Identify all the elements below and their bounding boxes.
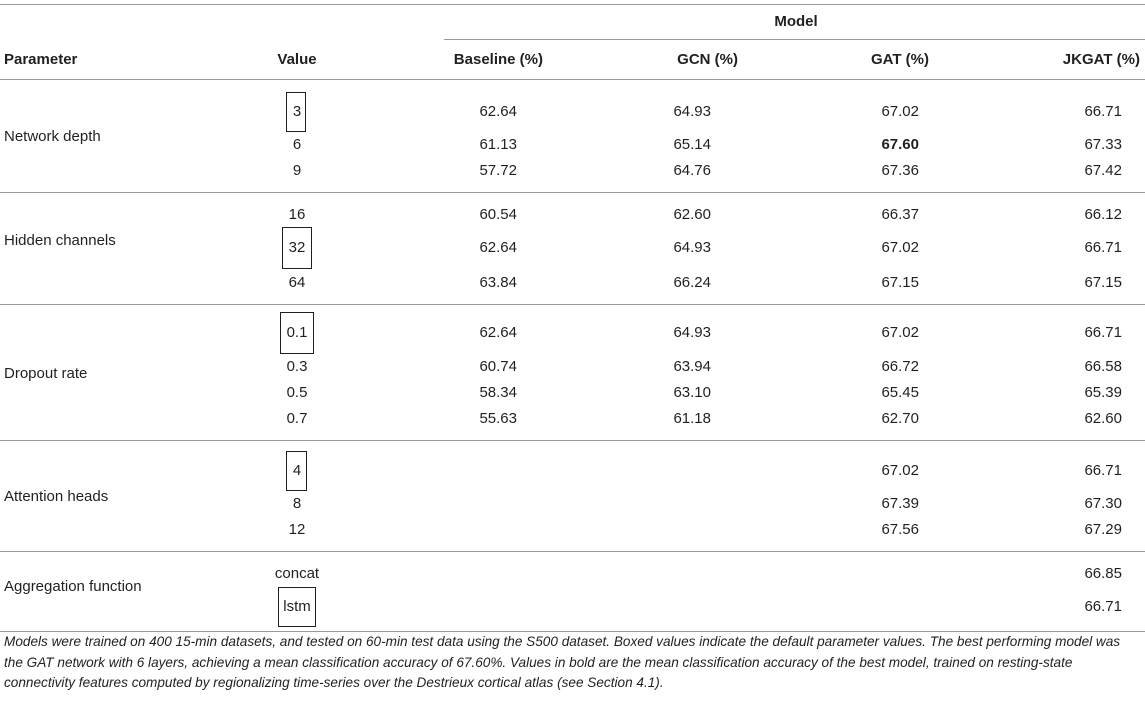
value-cell: 0.1	[286, 324, 308, 341]
baseline-cell: 63.84	[479, 274, 517, 291]
value-cell: 8	[292, 495, 302, 512]
group-divider	[0, 551, 1145, 552]
jkgat-cell: 66.71	[1084, 324, 1122, 341]
value-cell: 9	[292, 162, 302, 179]
group-divider	[0, 440, 1145, 441]
value-cell: lstm	[283, 598, 311, 615]
gcn-cell: 64.93	[673, 324, 711, 341]
baseline-cell: 61.13	[479, 136, 517, 153]
col-header-parameter: Parameter	[4, 51, 78, 68]
gat-cell: 62.70	[881, 410, 919, 427]
value-cell: 0.7	[286, 410, 308, 427]
baseline-cell: 62.64	[479, 239, 517, 256]
gat-cell: 66.72	[881, 358, 919, 375]
gat-cell: 67.02	[881, 462, 919, 479]
value-cell: concat	[274, 565, 320, 582]
gcn-cell: 61.18	[673, 410, 711, 427]
gat-cell: 67.56	[881, 521, 919, 538]
gat-cell: 67.02	[881, 103, 919, 120]
jkgat-cell: 66.71	[1084, 239, 1122, 256]
header-bottom-rule	[0, 79, 1145, 80]
value-cell: 3	[292, 103, 302, 120]
value-cell: 32	[288, 239, 306, 256]
value-cell: 6	[292, 136, 302, 153]
col-header-value: Value	[277, 51, 317, 68]
gat-cell: 67.02	[881, 239, 919, 256]
col-header-baseline: Baseline (%)	[453, 51, 543, 68]
col-header-jkgat: JKGAT (%)	[1062, 51, 1140, 68]
baseline-cell: 62.64	[479, 103, 517, 120]
param-dropout-rate: Dropout rate	[4, 365, 88, 382]
col-header-gat: GAT (%)	[870, 51, 929, 68]
gat-cell: 66.37	[881, 206, 919, 223]
value-cell: 0.3	[286, 358, 308, 375]
param-attention-heads: Attention heads	[4, 488, 109, 505]
table-footnote: Models were trained on 400 15-min datasets, and tested on 60-min test data using the S500 dataset. Boxed values indicate the default parameter values. The best performing model was the GAT network with 6 layers, achieving a mean classification accuracy of 67.60%. Values in bold are the mean classification accuracy of the best model, trained on resting-state connectivity features computed by regionalizing time-series over the Destrieux cortical atlas (see Section 4.1).	[4, 634, 1121, 690]
baseline-cell: 57.72	[479, 162, 517, 179]
jkgat-cell: 62.60	[1084, 410, 1122, 427]
param-network-depth: Network depth	[4, 128, 101, 145]
gcn-cell: 63.10	[673, 384, 711, 401]
jkgat-cell: 67.33	[1084, 136, 1122, 153]
baseline-cell: 62.64	[479, 324, 517, 341]
gat-cell: 67.36	[881, 162, 919, 179]
jkgat-cell: 66.71	[1084, 462, 1122, 479]
col-header-gcn: GCN (%)	[677, 51, 738, 68]
gcn-cell: 63.94	[673, 358, 711, 375]
jkgat-cell: 66.85	[1084, 565, 1122, 582]
jkgat-cell: 66.12	[1084, 206, 1122, 223]
baseline-cell: 55.63	[479, 410, 517, 427]
gcn-cell: 66.24	[673, 274, 711, 291]
gcn-cell: 64.76	[673, 162, 711, 179]
gcn-cell: 64.93	[673, 103, 711, 120]
value-cell: 12	[288, 521, 306, 538]
jkgat-cell: 66.71	[1084, 598, 1122, 615]
param-hidden-channels: Hidden channels	[4, 232, 116, 249]
group-divider	[0, 192, 1145, 193]
value-cell: 16	[288, 206, 306, 223]
group-divider	[0, 304, 1145, 305]
value-cell: 4	[292, 462, 302, 479]
value-cell: 64	[288, 274, 306, 291]
jkgat-cell: 67.30	[1084, 495, 1122, 512]
gat-cell-best: 67.60	[881, 136, 919, 153]
gcn-cell: 64.93	[673, 239, 711, 256]
table-top-rule	[0, 4, 1145, 5]
jkgat-cell: 66.58	[1084, 358, 1122, 375]
value-cell: 0.5	[286, 384, 308, 401]
jkgat-cell: 67.29	[1084, 521, 1122, 538]
baseline-cell: 58.34	[479, 384, 517, 401]
jkgat-cell: 66.71	[1084, 103, 1122, 120]
gcn-cell: 62.60	[673, 206, 711, 223]
gat-cell: 65.45	[881, 384, 919, 401]
jkgat-cell: 67.42	[1084, 162, 1122, 179]
baseline-cell: 60.74	[479, 358, 517, 375]
gat-cell: 67.02	[881, 324, 919, 341]
gcn-cell: 65.14	[673, 136, 711, 153]
param-aggregation-function: Aggregation function	[4, 578, 142, 595]
baseline-cell: 60.54	[479, 206, 517, 223]
model-group-rule	[444, 39, 1145, 40]
jkgat-cell: 67.15	[1084, 274, 1122, 291]
gat-cell: 67.15	[881, 274, 919, 291]
model-group-header: Model	[774, 13, 818, 30]
gat-cell: 67.39	[881, 495, 919, 512]
jkgat-cell: 65.39	[1084, 384, 1122, 401]
